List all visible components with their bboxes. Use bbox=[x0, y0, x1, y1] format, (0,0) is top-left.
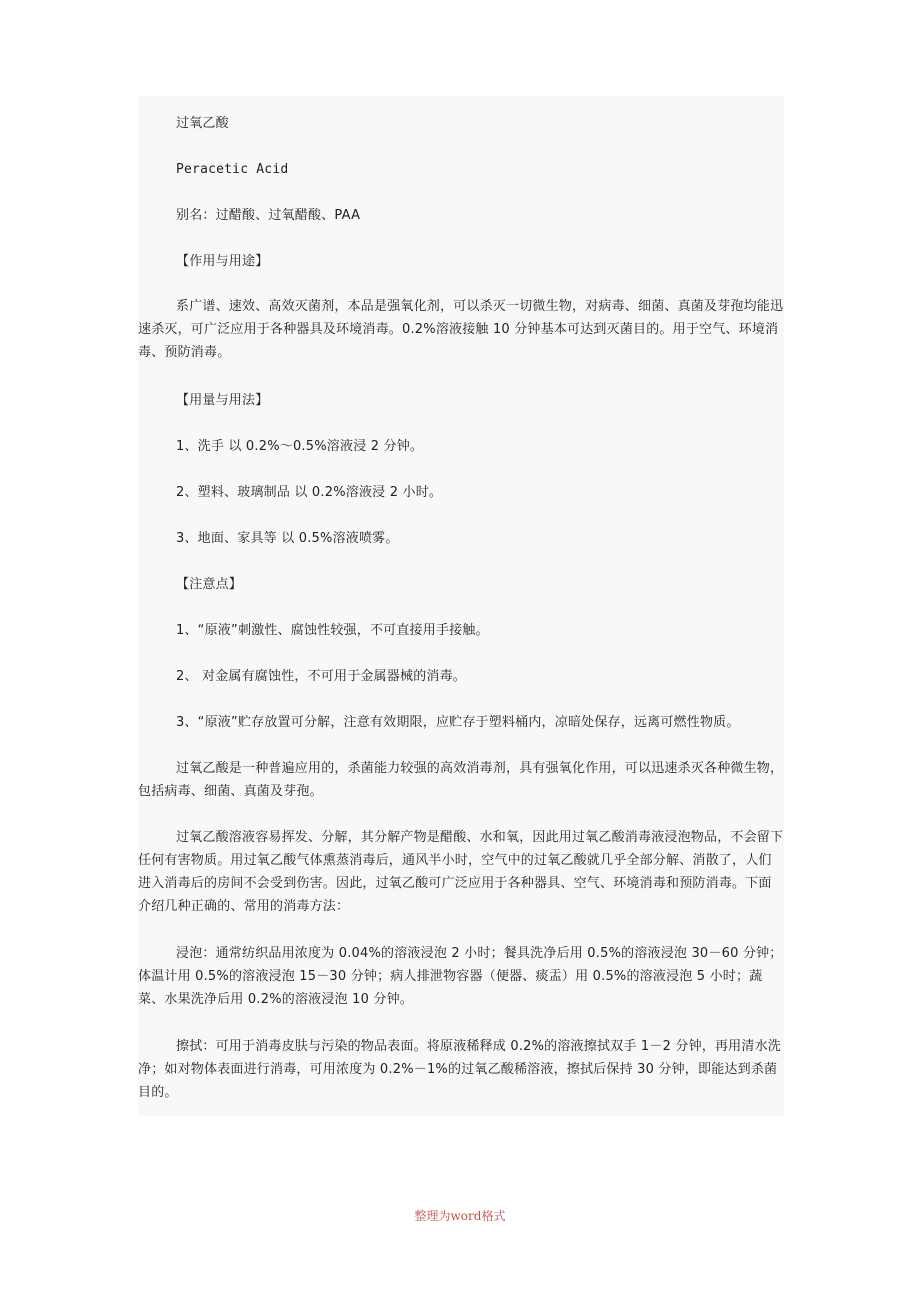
english-name: Peracetic Acid bbox=[176, 162, 289, 177]
dosage-heading: 【用量与用法】 bbox=[176, 393, 269, 408]
notes-heading: 【注意点】 bbox=[176, 577, 243, 592]
footer-note: 整理为word格式 bbox=[414, 1209, 506, 1223]
notes-item: 2、 对金属有腐蚀性，不可用于金属器械的消毒。 bbox=[176, 669, 467, 684]
usage-heading: 【作用与用途】 bbox=[176, 254, 269, 269]
body-paragraph: 过氧乙酸溶液容易挥发、分解，其分解产物是醋酸、水和氧，因此用过氧乙酸消毒液浸泡物品，不会留下任何有害物质。用过氧乙酸气体熏蒸消毒后，通风半小时，空气中的过氧乙酸就几乎全部分解、消散了，人们进入消毒后的房间不会受到伤害。因此，过氧乙酸可广泛应用于各种器具、空气、环境消毒和预防消毒。下面介绍几种正确的、常用的消毒方法： bbox=[138, 830, 784, 914]
dosage-item: 1、洗手 以 0.2%～0.5%溶液浸 2 分钟。 bbox=[176, 439, 424, 454]
doc-title: 过氧乙酸 bbox=[176, 116, 229, 131]
notes-item: 1、“原液”刺激性、腐蚀性较强，不可直接用手接触。 bbox=[176, 623, 489, 638]
usage-paragraph: 系广谱、速效、高效灭菌剂，本品是强氧化剂，可以杀灭一切微生物，对病毒、细菌、真菌及芽孢均能迅速杀灭，可广泛应用于各种器具及环境消毒。0.2%溶液接触 10 分钟基本可达到灭菌目的。用于空气、环境消毒、预防消毒。 bbox=[138, 299, 784, 360]
body-paragraph: 过氧乙酸是一种普遍应用的，杀菌能力较强的高效消毒剂，具有强氧化作用，可以迅速杀灭各种微生物，包括病毒、细菌、真菌及芽孢。 bbox=[138, 761, 784, 799]
dosage-item: 3、地面、家具等 以 0.5%溶液喷雾。 bbox=[176, 531, 399, 546]
body-paragraph: 浸泡：通常纺织品用浓度为 0.04%的溶液浸泡 2 小时；餐具洗净后用 0.5%的溶液浸泡 30－60 分钟；体温计用 0.5%的溶液浸泡 15－30 分钟；病人排泄物容器（便器、痰盂）用 0.5%的溶液浸泡 5 小时；蔬菜、水果洗净后用 0.2%的溶液浸泡 10 分钟。 bbox=[138, 946, 783, 1007]
dosage-item: 2、塑料、玻璃制品 以 0.2%溶液浸 2 小时。 bbox=[176, 485, 443, 500]
notes-item: 3、“原液”贮存放置可分解，注意有效期限，应贮存于塑料桶内，凉暗处保存，远离可燃性物质。 bbox=[176, 715, 740, 730]
alias-line: 别名：过醋酸、过氧醋酸、PAA bbox=[176, 208, 361, 223]
body-paragraph: 擦拭：可用于消毒皮肤与污染的物品表面。将原液稀释成 0.2%的溶液擦拭双手 1－2 分钟，再用清水洗净；如对物体表面进行消毒，可用浓度为 0.2%－1%的过氧乙酸稀溶液，擦拭后保持 30 分钟，即能达到杀菌目的。 bbox=[138, 1039, 781, 1100]
